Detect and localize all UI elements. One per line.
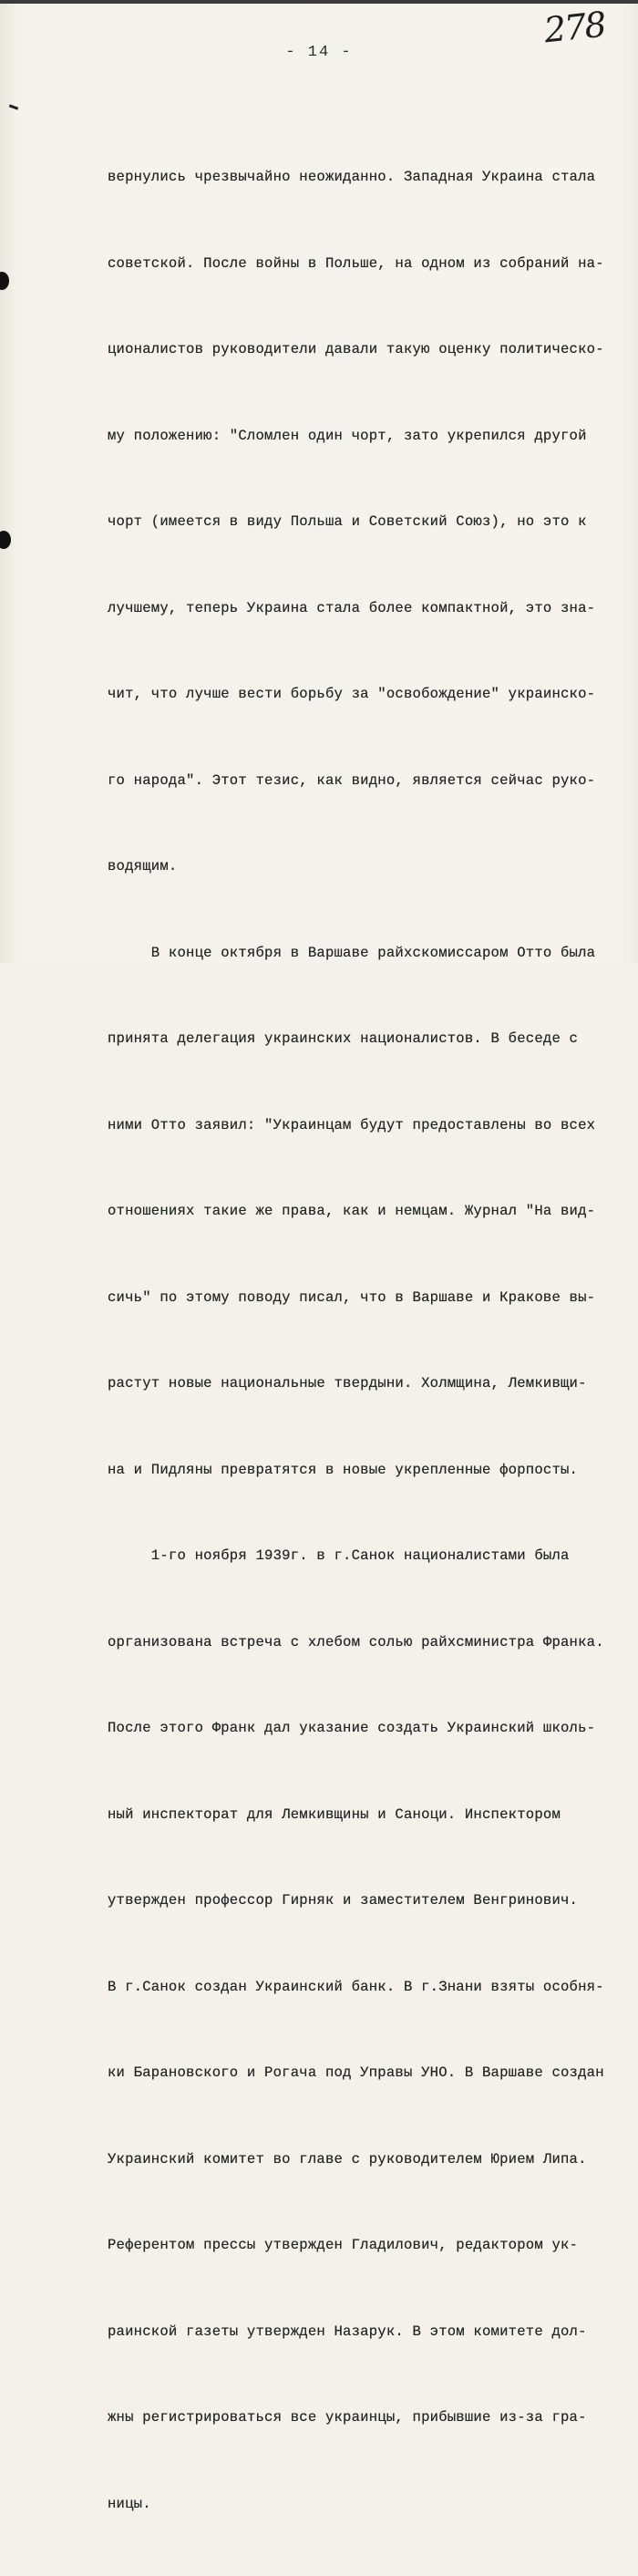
page-number: - 14 - — [285, 44, 353, 61]
text-line: растут новые национальные твердыни. Холмщина, Лемкивщи- — [108, 1375, 587, 1391]
body-text — [108, 106, 636, 2576]
text-line: ницы. — [108, 2495, 151, 2512]
page-top-edge — [0, 0, 638, 4]
handwritten-archive-number: 278 — [542, 4, 608, 51]
text-line: ционалистов руководители давали такую оценку политическо- — [108, 341, 604, 357]
text-line: 1-го ноября 1939г. в г.Санок националистами была — [108, 1547, 570, 1564]
text-line: принята делегация украинских националистов. В беседе с — [108, 1030, 579, 1047]
text-line: После этого Франк дал указание создать Украинский школь- — [108, 1720, 596, 1736]
text-line: на и Пидляны превратятся в новые укрепленные форпосты. — [108, 1461, 579, 1478]
text-line: ки Барановского и Рогача под Управы УНО. В Варшаве создан — [108, 2064, 604, 2081]
text-line: ними Отто заявил: "Украинцам будут предоставлены во всех — [108, 1116, 596, 1133]
text-line: советской. После войны в Польше, на одном из собраний на- — [108, 254, 604, 272]
punch-hole-2 — [0, 531, 11, 549]
text-line: организована встреча с хлебом солью райхсминистра Франка. — [108, 1633, 604, 1650]
text-line: Украинский комитет во главе с руководителем Юрием Липа. — [108, 2150, 587, 2167]
text-line: В конце октября в Варшаве райхскомиссаром Отто была — [108, 944, 596, 961]
text-line: отношениях такие же права, как и немцам. Журнал "На вид- — [108, 1203, 596, 1219]
punch-hole-1 — [0, 272, 9, 290]
text-line: му положению: "Сломлен один чорт, зато укрепился другой — [108, 427, 587, 444]
text-line: чит, что лучше вести борьбу за "освобождение" украинско- — [108, 686, 596, 702]
text-line: ный инспекторат для Лемкивщины и Саноци. Инспектором — [108, 1805, 561, 1823]
text-line: лучшему, теперь Украина стала более компактной, это зна- — [108, 599, 596, 616]
text-line: вернулись чрезвычайно неожиданно. Западная Украина стала — [108, 169, 596, 185]
text-line: жны регистрироваться все украинцы, прибывшие из-за гра- — [108, 2409, 587, 2426]
text-line: сичь" по этому поводу писал, что в Варшаве и Кракове вы- — [108, 1288, 596, 1306]
text-line: В г.Санок создан Украинский банк. В г.Знани взяты особня- — [108, 1978, 604, 1995]
text-line: водящим. — [108, 858, 178, 874]
text-line: утвержден профессор Гирняк и заместителем Венгринович. — [108, 1892, 579, 1909]
margin-mark — [9, 104, 18, 109]
text-line: Референтом прессы утвержден Гладилович, редактором ук- — [108, 2237, 579, 2253]
text-line: раинской газеты утвержден Назарук. В этом комитете дол- — [108, 2323, 587, 2340]
text-line: чорт (имеется в виду Польша и Советский Союз), но это к — [108, 513, 587, 530]
text-line: го народа". Этот тезис, как видно, является сейчас руко- — [108, 771, 596, 789]
